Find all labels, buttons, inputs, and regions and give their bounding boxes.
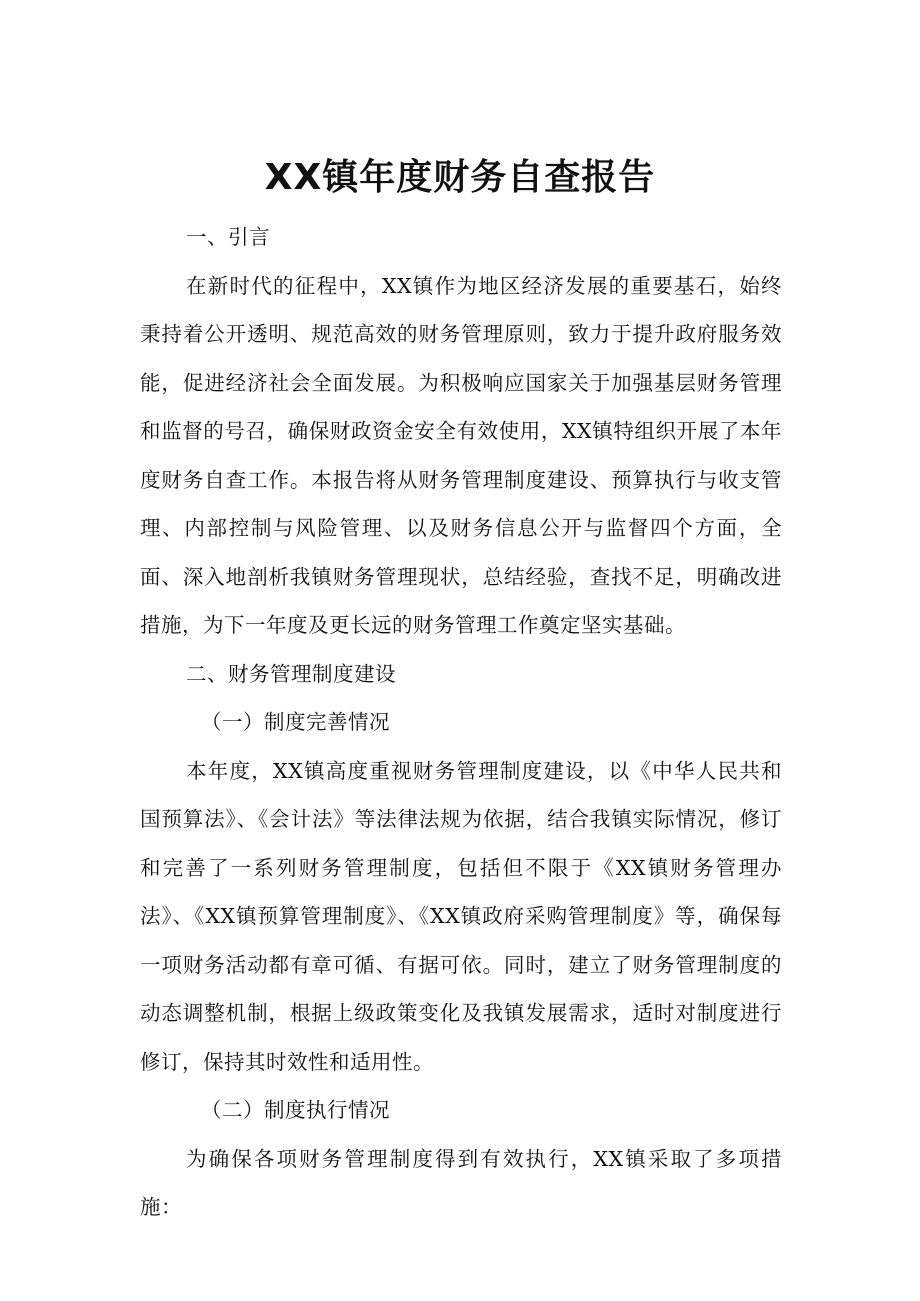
subsection-1-heading: （一）制度完善情况	[201, 710, 390, 734]
section-1-heading: 一、引言	[186, 225, 270, 249]
subsection-2-heading: （二）制度执行情况	[201, 1098, 390, 1122]
subsection-1-paragraph: 本年度，XX镇高度重视财务管理制度建设，以《中华人民共和国预算法》、《会计法》等法律法规为依据，结合我镇实际情况，修订和完善了一系列财务管理制度，包括但不限于《XX镇财务管理办法》、《XX镇预算管理制度》、《XX镇政府采购管理制度》等，确保每一项财务活动都有章可循、有据可依。同时，建立了财务管理制度的动态调整机制，根据上级政策变化及我镇发展需求，适时对制度进行修订，保持其时效性和适用性。	[140, 758, 782, 1074]
subsection-2-paragraph: 为确保各项财务管理制度得到有效执行，XX镇采取了多项措施：	[140, 1146, 782, 1219]
section-1-paragraph: 在新时代的征程中，XX镇作为地区经济发展的重要基石，始终秉持着公开透明、规范高效的财务管理原则，致力于提升政府服务效能，促进经济社会全面发展。为积极响应国家关于加强基层财务管理和监督的号召，确保财政资金安全有效使用，XX镇特组织开展了本年度财务自查工作。本报告将从财务管理制度建设、预算执行与收支管理、内部控制与风险管理、以及财务信息公开与监督四个方面，全面、深入地剖析我镇财务管理现状，总结经验，查找不足，明确改进措施，为下一年度及更长远的财务管理工作奠定坚实基础。	[140, 273, 782, 637]
document-title: XX镇年度财务自查报告	[264, 157, 656, 198]
section-2-heading: 二、财务管理制度建设	[186, 661, 396, 686]
document-body	[140, 213, 782, 1232]
